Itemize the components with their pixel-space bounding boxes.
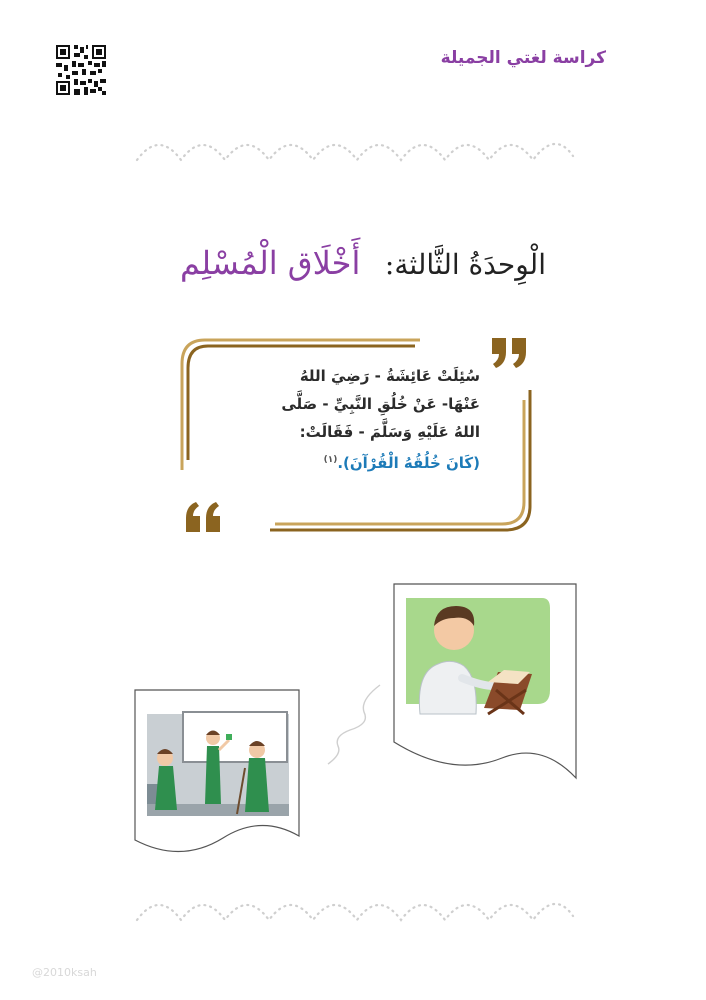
quote-line-3: اللهُ عَلَيْهِ وَسَلَّمَ - فَقَالَتْ: [299, 423, 480, 441]
closing-quote-icon [492, 338, 526, 368]
opening-quote-icon [186, 502, 220, 532]
hadith-text-row [240, 446, 480, 477]
scallop-divider-bottom [135, 886, 575, 926]
girls-cleaning-classroom-illustration [147, 712, 289, 816]
qr-code-icon[interactable] [56, 45, 106, 95]
unit-label: الْوِحدَةُ الثَّالثة: [384, 248, 546, 281]
book-title: كراسة لغتي الجميلة [440, 48, 606, 68]
scallop-divider-top [135, 126, 575, 166]
unit-title: أَخْلَاق الْمُسْلِم [180, 244, 361, 282]
quote-line-1: سُئِلَتْ عَائِشَةُ - رَضِيَ اللهُ [299, 367, 480, 385]
connector-line [320, 680, 390, 770]
watermark: @2010ksah [32, 966, 97, 979]
hadith-text: (كَانَ خُلُقُهُ الْقُرْآنَ). [337, 454, 480, 472]
hadith-quote [240, 362, 480, 477]
quote-line-2: عَنْهَا- عَنْ خُلُقِ النَّبِيِّ - صَلَّى [281, 395, 480, 413]
footnote-marker: (١) [323, 455, 338, 465]
classroom-cleaning-card [133, 688, 301, 864]
quran-reading-card [392, 582, 580, 782]
